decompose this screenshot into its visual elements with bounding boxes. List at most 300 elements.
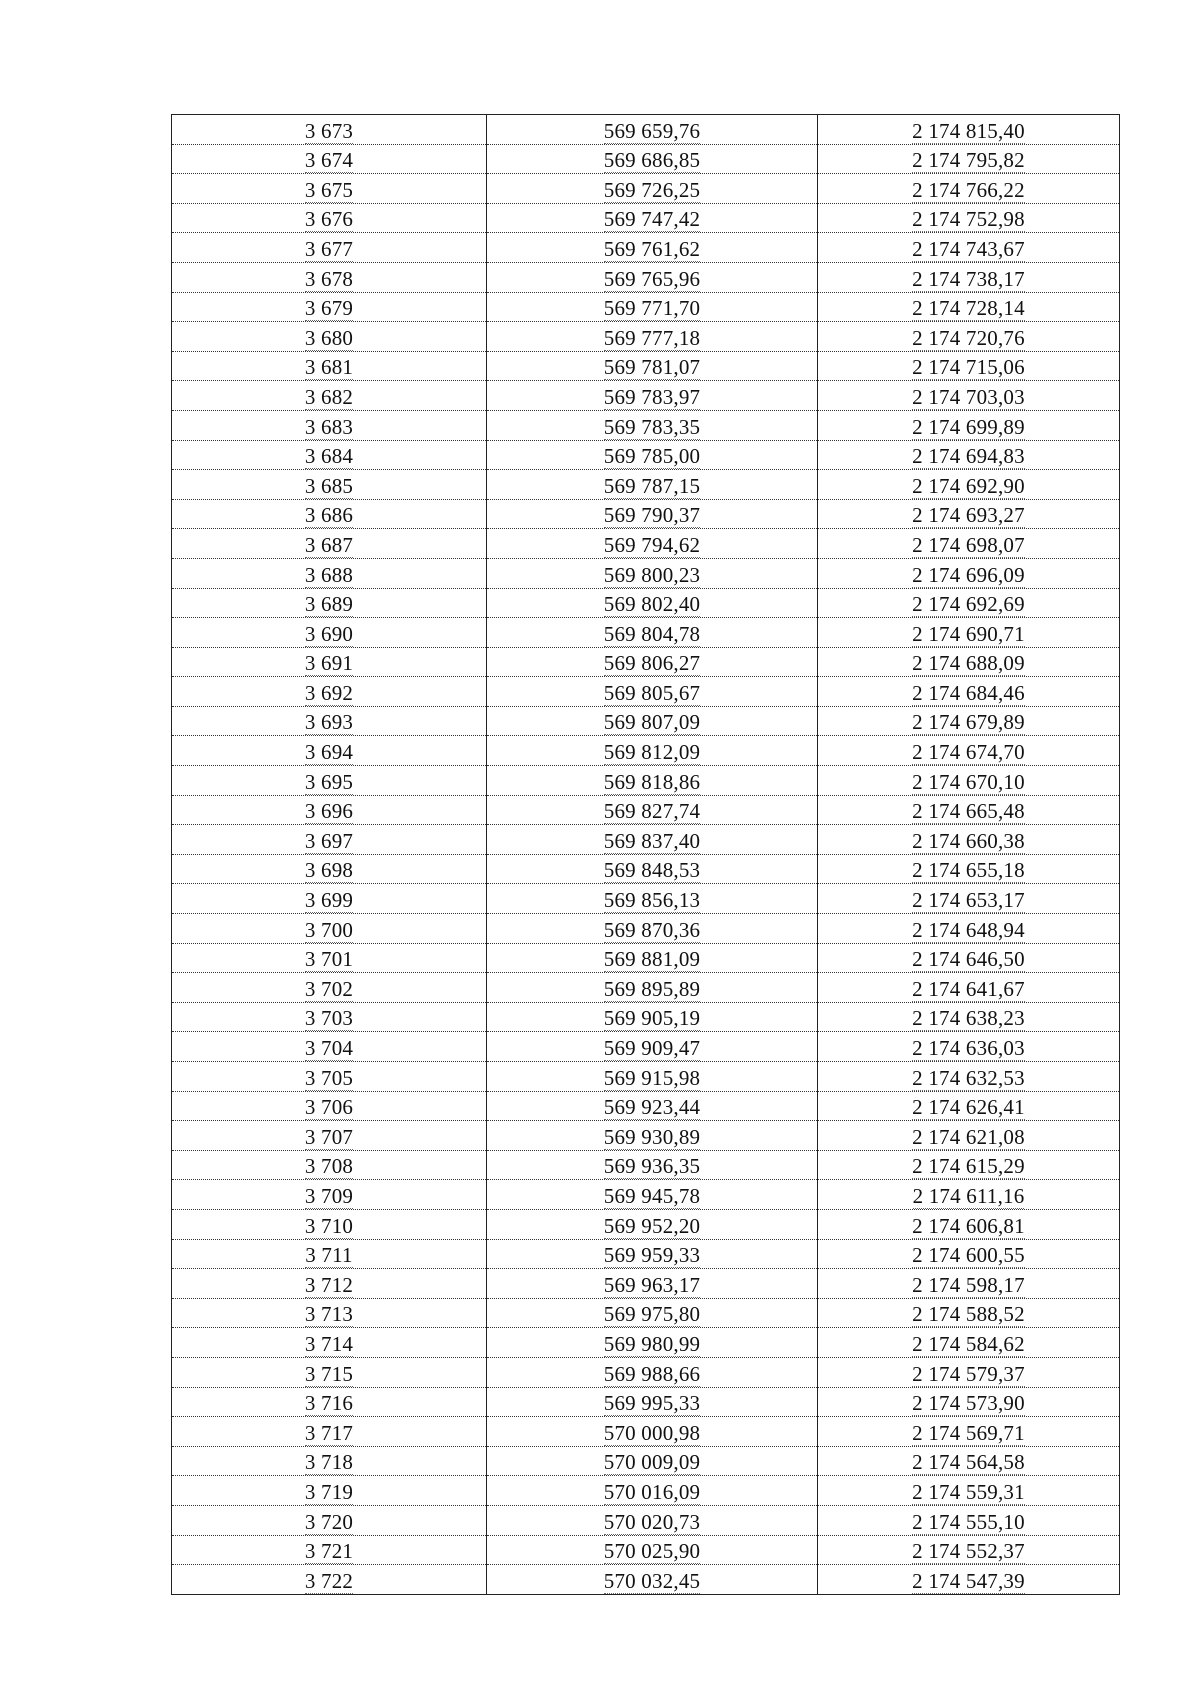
- cell-value: 569 881,09: [603, 947, 701, 972]
- y-coordinate-cell: [818, 203, 1120, 233]
- y-coordinate-cell: [818, 115, 1120, 145]
- y-coordinate-cell: [818, 1565, 1120, 1595]
- cell-value: 3 717: [304, 1420, 354, 1445]
- y-coordinate-cell: [818, 1476, 1120, 1506]
- point-number-cell: [172, 381, 487, 411]
- cell-value: 2 174 636,03: [912, 1036, 1025, 1060]
- y-coordinate-cell: [818, 499, 1120, 529]
- table-row: [172, 1150, 1120, 1180]
- cell-value: 569 765,96: [603, 266, 701, 291]
- table-row: [172, 203, 1120, 233]
- cell-value: 2 174 655,18: [912, 858, 1025, 883]
- table-row: [172, 1328, 1120, 1358]
- cell-value: 2 174 738,17: [912, 266, 1025, 291]
- cell-value: 569 771,70: [603, 296, 701, 321]
- y-coordinate-cell: [818, 854, 1120, 884]
- x-coordinate-cell: [487, 351, 818, 381]
- cell-value: 3 680: [304, 325, 354, 350]
- y-coordinate-cell: [818, 618, 1120, 648]
- x-coordinate-cell: [487, 1091, 818, 1121]
- cell-value: 2 174 715,06: [912, 355, 1025, 380]
- point-number-cell: [172, 1091, 487, 1121]
- cell-value: 569 895,89: [603, 976, 701, 1001]
- table-row: [172, 943, 1120, 973]
- cell-value: 2 174 547,39: [912, 1568, 1025, 1593]
- y-coordinate-cell: [818, 1239, 1120, 1269]
- point-number-cell: [172, 1150, 487, 1180]
- point-number-cell: [172, 1535, 487, 1565]
- cell-value: 569 686,85: [603, 148, 701, 173]
- cell-value: 3 692: [304, 680, 354, 705]
- point-number-cell: [172, 1417, 487, 1447]
- y-coordinate-cell: [818, 795, 1120, 825]
- cell-value: 569 905,19: [603, 1006, 701, 1031]
- point-number-cell: [172, 558, 487, 588]
- point-number-cell: [172, 795, 487, 825]
- cell-value: 2 174 703,03: [912, 384, 1025, 409]
- x-coordinate-cell: [487, 736, 818, 766]
- x-coordinate-cell: [487, 1298, 818, 1328]
- cell-value: 2 174 699,89: [912, 414, 1025, 439]
- x-coordinate-cell: [487, 706, 818, 736]
- cell-value: 2 174 698,07: [912, 532, 1025, 557]
- cell-value: 569 909,47: [603, 1036, 701, 1060]
- table-row: [172, 558, 1120, 588]
- x-coordinate-cell: [487, 1476, 818, 1506]
- table-row: [172, 825, 1120, 855]
- cell-value: 570 016,09: [603, 1479, 701, 1504]
- cell-value: 2 174 555,10: [912, 1509, 1025, 1534]
- y-coordinate-cell: [818, 1417, 1120, 1447]
- point-number-cell: [172, 736, 487, 766]
- cell-value: 2 174 674,70: [912, 740, 1025, 765]
- cell-value: 3 695: [304, 769, 354, 794]
- cell-value: 569 963,17: [603, 1272, 701, 1297]
- table-row: [172, 795, 1120, 825]
- table-row: [172, 1298, 1120, 1328]
- y-coordinate-cell: [818, 1505, 1120, 1535]
- cell-value: 570 020,73: [603, 1509, 701, 1534]
- x-coordinate-cell: [487, 766, 818, 796]
- y-coordinate-cell: [818, 914, 1120, 944]
- y-coordinate-cell: [818, 736, 1120, 766]
- cell-value: 2 174 564,58: [912, 1450, 1025, 1475]
- cell-value: 569 856,13: [603, 888, 701, 913]
- cell-value: 569 802,40: [603, 592, 701, 617]
- cell-value: 2 174 638,23: [912, 1006, 1025, 1031]
- x-coordinate-cell: [487, 529, 818, 559]
- point-number-cell: [172, 529, 487, 559]
- y-coordinate-cell: [818, 825, 1120, 855]
- cell-value: 3 676: [304, 207, 354, 232]
- cell-value: 2 174 743,67: [912, 236, 1025, 261]
- x-coordinate-cell: [487, 174, 818, 204]
- x-coordinate-cell: [487, 795, 818, 825]
- y-coordinate-cell: [818, 381, 1120, 411]
- point-number-cell: [172, 1032, 487, 1062]
- point-number-cell: [172, 1180, 487, 1210]
- cell-value: 569 806,27: [603, 651, 701, 676]
- table-row: [172, 1239, 1120, 1269]
- cell-value: 569 787,15: [603, 473, 701, 498]
- y-coordinate-cell: [818, 766, 1120, 796]
- point-number-cell: [172, 943, 487, 973]
- cell-value: 569 827,74: [603, 799, 701, 824]
- cell-value: 2 174 692,90: [912, 473, 1025, 498]
- x-coordinate-cell: [487, 943, 818, 973]
- cell-value: 569 818,86: [603, 769, 701, 794]
- x-coordinate-cell: [487, 1180, 818, 1210]
- table-row: [172, 322, 1120, 352]
- y-coordinate-cell: [818, 1150, 1120, 1180]
- cell-value: 3 714: [304, 1331, 354, 1356]
- cell-value: 3 698: [304, 858, 354, 883]
- x-coordinate-cell: [487, 1209, 818, 1239]
- cell-value: 2 174 670,10: [912, 769, 1025, 794]
- cell-value: 2 174 559,31: [912, 1479, 1025, 1504]
- cell-value: 3 701: [304, 947, 354, 972]
- cell-value: 3 706: [304, 1095, 354, 1120]
- y-coordinate-cell: [818, 529, 1120, 559]
- x-coordinate-cell: [487, 1357, 818, 1387]
- cell-value: 3 682: [304, 384, 354, 409]
- point-number-cell: [172, 470, 487, 500]
- x-coordinate-cell: [487, 1032, 818, 1062]
- x-coordinate-cell: [487, 1269, 818, 1299]
- y-coordinate-cell: [818, 647, 1120, 677]
- table-row: [172, 1535, 1120, 1565]
- cell-value: 3 673: [304, 118, 354, 143]
- cell-value: 3 721: [304, 1539, 354, 1564]
- point-number-cell: [172, 233, 487, 263]
- cell-value: 569 794,62: [603, 532, 701, 557]
- y-coordinate-cell: [818, 322, 1120, 352]
- cell-value: 3 678: [304, 266, 354, 291]
- x-coordinate-cell: [487, 973, 818, 1003]
- table-row: [172, 914, 1120, 944]
- cell-value: 3 674: [304, 148, 354, 173]
- table-row: [172, 144, 1120, 174]
- x-coordinate-cell: [487, 1328, 818, 1358]
- cell-value: 3 688: [304, 562, 354, 587]
- point-number-cell: [172, 1505, 487, 1535]
- x-coordinate-cell: [487, 1239, 818, 1269]
- table-row: [172, 854, 1120, 884]
- table-row: [172, 470, 1120, 500]
- point-number-cell: [172, 144, 487, 174]
- cell-value: 3 718: [304, 1450, 354, 1475]
- cell-value: 2 174 552,37: [912, 1539, 1025, 1564]
- cell-value: 569 781,07: [603, 355, 701, 380]
- y-coordinate-cell: [818, 706, 1120, 736]
- cell-value: 2 174 632,53: [912, 1065, 1025, 1090]
- cell-value: 2 174 728,14: [912, 296, 1025, 321]
- cell-value: 569 747,42: [603, 207, 701, 232]
- cell-value: 569 790,37: [603, 503, 701, 528]
- cell-value: 2 174 648,94: [912, 917, 1025, 942]
- point-number-cell: [172, 706, 487, 736]
- x-coordinate-cell: [487, 262, 818, 292]
- y-coordinate-cell: [818, 174, 1120, 204]
- x-coordinate-cell: [487, 588, 818, 618]
- point-number-cell: [172, 766, 487, 796]
- x-coordinate-cell: [487, 322, 818, 352]
- point-number-cell: [172, 322, 487, 352]
- cell-value: 3 675: [304, 177, 354, 202]
- x-coordinate-cell: [487, 647, 818, 677]
- cell-value: 3 704: [304, 1036, 354, 1060]
- x-coordinate-cell: [487, 203, 818, 233]
- cell-value: 570 032,45: [603, 1568, 701, 1593]
- cell-value: 3 711: [305, 1243, 353, 1268]
- y-coordinate-cell: [818, 440, 1120, 470]
- cell-value: 2 174 611,16: [912, 1183, 1025, 1208]
- y-coordinate-cell: [818, 1032, 1120, 1062]
- cell-value: 569 988,66: [603, 1361, 701, 1386]
- table-row: [172, 1387, 1120, 1417]
- cell-value: 2 174 693,27: [912, 503, 1025, 528]
- table-row: [172, 1209, 1120, 1239]
- y-coordinate-cell: [818, 1269, 1120, 1299]
- x-coordinate-cell: [487, 1535, 818, 1565]
- x-coordinate-cell: [487, 410, 818, 440]
- y-coordinate-cell: [818, 1387, 1120, 1417]
- x-coordinate-cell: [487, 677, 818, 707]
- table-row: [172, 588, 1120, 618]
- cell-value: 2 174 766,22: [912, 177, 1025, 202]
- table-row: [172, 973, 1120, 1003]
- cell-value: 569 837,40: [603, 828, 701, 853]
- cell-value: 3 697: [304, 828, 354, 853]
- table-row: [172, 766, 1120, 796]
- point-number-cell: [172, 1062, 487, 1092]
- cell-value: 3 716: [304, 1391, 354, 1416]
- table-row: [172, 736, 1120, 766]
- y-coordinate-cell: [818, 292, 1120, 322]
- cell-value: 3 685: [304, 473, 354, 498]
- cell-value: 569 959,33: [603, 1243, 701, 1268]
- cell-value: 3 720: [304, 1509, 354, 1534]
- cell-value: 2 174 569,71: [912, 1420, 1025, 1445]
- point-number-cell: [172, 677, 487, 707]
- cell-value: 3 712: [304, 1272, 354, 1297]
- table-row: [172, 677, 1120, 707]
- x-coordinate-cell: [487, 914, 818, 944]
- cell-value: 2 174 660,38: [912, 828, 1025, 853]
- cell-value: 569 783,35: [603, 414, 701, 439]
- y-coordinate-cell: [818, 1328, 1120, 1358]
- point-number-cell: [172, 1387, 487, 1417]
- point-number-cell: [172, 1357, 487, 1387]
- cell-value: 3 722: [304, 1568, 354, 1593]
- y-coordinate-cell: [818, 470, 1120, 500]
- y-coordinate-cell: [818, 677, 1120, 707]
- point-number-cell: [172, 854, 487, 884]
- cell-value: 2 174 815,40: [912, 118, 1025, 143]
- cell-value: 3 703: [304, 1006, 354, 1031]
- cell-value: 2 174 690,71: [912, 621, 1025, 646]
- cell-value: 2 174 684,46: [912, 680, 1025, 705]
- x-coordinate-cell: [487, 470, 818, 500]
- cell-value: 2 174 665,48: [912, 799, 1025, 824]
- x-coordinate-cell: [487, 115, 818, 145]
- cell-value: 2 174 615,29: [912, 1154, 1025, 1179]
- point-number-cell: [172, 292, 487, 322]
- table-row: [172, 115, 1120, 145]
- cell-value: 3 693: [304, 710, 354, 735]
- coordinates-table-body: [172, 115, 1120, 1595]
- cell-value: 3 686: [304, 503, 354, 528]
- table-row: [172, 1062, 1120, 1092]
- point-number-cell: [172, 1328, 487, 1358]
- point-number-cell: [172, 203, 487, 233]
- table-row: [172, 1417, 1120, 1447]
- cell-value: 569 945,78: [603, 1183, 701, 1208]
- cell-value: 570 000,98: [603, 1420, 701, 1445]
- cell-value: 569 761,62: [603, 236, 701, 261]
- table-row: [172, 1446, 1120, 1476]
- y-coordinate-cell: [818, 973, 1120, 1003]
- cell-value: 3 681: [304, 355, 354, 380]
- x-coordinate-cell: [487, 1150, 818, 1180]
- point-number-cell: [172, 440, 487, 470]
- y-coordinate-cell: [818, 1121, 1120, 1151]
- cell-value: 2 174 795,82: [912, 148, 1025, 173]
- point-number-cell: [172, 914, 487, 944]
- y-coordinate-cell: [818, 410, 1120, 440]
- y-coordinate-cell: [818, 1002, 1120, 1032]
- cell-value: 570 025,90: [603, 1539, 701, 1564]
- x-coordinate-cell: [487, 381, 818, 411]
- cell-value: 3 719: [304, 1479, 354, 1504]
- cell-value: 2 174 641,67: [912, 976, 1025, 1001]
- cell-value: 3 690: [304, 621, 354, 646]
- point-number-cell: [172, 1476, 487, 1506]
- cell-value: 569 995,33: [603, 1391, 701, 1416]
- cell-value: 3 694: [304, 740, 354, 765]
- y-coordinate-cell: [818, 1357, 1120, 1387]
- point-number-cell: [172, 1298, 487, 1328]
- cell-value: 3 710: [304, 1213, 354, 1238]
- x-coordinate-cell: [487, 884, 818, 914]
- cell-value: 569 804,78: [603, 621, 701, 646]
- cell-value: 3 707: [304, 1124, 354, 1149]
- point-number-cell: [172, 647, 487, 677]
- x-coordinate-cell: [487, 1387, 818, 1417]
- table-row: [172, 1180, 1120, 1210]
- point-number-cell: [172, 174, 487, 204]
- table-row: [172, 706, 1120, 736]
- table-row: [172, 1269, 1120, 1299]
- point-number-cell: [172, 1446, 487, 1476]
- cell-value: 2 174 679,89: [912, 710, 1025, 735]
- point-number-cell: [172, 410, 487, 440]
- cell-value: 570 009,09: [603, 1450, 701, 1475]
- table-row: [172, 1121, 1120, 1151]
- cell-value: 569 936,35: [603, 1154, 701, 1179]
- cell-value: 3 713: [304, 1302, 354, 1327]
- cell-value: 3 677: [304, 236, 354, 261]
- cell-value: 2 174 688,09: [912, 651, 1025, 676]
- point-number-cell: [172, 262, 487, 292]
- point-number-cell: [172, 351, 487, 381]
- table-row: [172, 1357, 1120, 1387]
- cell-value: 2 174 606,81: [912, 1213, 1025, 1238]
- cell-value: 2 174 584,62: [912, 1331, 1025, 1356]
- cell-value: 2 174 720,76: [912, 325, 1025, 350]
- y-coordinate-cell: [818, 558, 1120, 588]
- cell-value: 569 952,20: [603, 1213, 701, 1238]
- x-coordinate-cell: [487, 1002, 818, 1032]
- cell-value: 569 785,00: [603, 444, 701, 469]
- table-row: [172, 647, 1120, 677]
- cell-value: 569 812,09: [603, 740, 701, 765]
- table-row: [172, 1476, 1120, 1506]
- cell-value: 569 777,18: [603, 325, 701, 350]
- cell-value: 569 915,98: [603, 1065, 701, 1090]
- point-number-cell: [172, 1121, 487, 1151]
- cell-value: 2 174 573,90: [912, 1391, 1025, 1416]
- coordinates-table: [171, 114, 1120, 1595]
- x-coordinate-cell: [487, 1565, 818, 1595]
- cell-value: 569 800,23: [603, 562, 701, 587]
- cell-value: 3 691: [304, 651, 354, 676]
- cell-value: 2 174 621,08: [912, 1124, 1025, 1149]
- point-number-cell: [172, 1269, 487, 1299]
- table-row: [172, 410, 1120, 440]
- cell-value: 569 807,09: [603, 710, 701, 735]
- cell-value: 2 174 752,98: [912, 207, 1025, 232]
- cell-value: 3 708: [304, 1154, 354, 1179]
- cell-value: 2 174 598,17: [912, 1272, 1025, 1297]
- cell-value: 569 975,80: [603, 1302, 701, 1327]
- cell-value: 3 684: [304, 444, 354, 469]
- cell-value: 569 659,76: [603, 118, 701, 143]
- cell-value: 569 980,99: [603, 1331, 701, 1356]
- cell-value: 3 687: [304, 532, 354, 557]
- table-row: [172, 292, 1120, 322]
- cell-value: 2 174 588,52: [912, 1302, 1025, 1327]
- point-number-cell: [172, 1565, 487, 1595]
- y-coordinate-cell: [818, 351, 1120, 381]
- x-coordinate-cell: [487, 854, 818, 884]
- cell-value: 569 726,25: [603, 177, 701, 202]
- table-row: [172, 618, 1120, 648]
- y-coordinate-cell: [818, 262, 1120, 292]
- table-row: [172, 1091, 1120, 1121]
- cell-value: 3 679: [304, 296, 354, 321]
- y-coordinate-cell: [818, 1091, 1120, 1121]
- point-number-cell: [172, 973, 487, 1003]
- cell-value: 3 699: [304, 888, 354, 913]
- cell-value: 3 696: [304, 799, 354, 824]
- x-coordinate-cell: [487, 499, 818, 529]
- x-coordinate-cell: [487, 1417, 818, 1447]
- table-row: [172, 1002, 1120, 1032]
- table-row: [172, 233, 1120, 263]
- cell-value: 2 174 653,17: [912, 888, 1025, 913]
- y-coordinate-cell: [818, 233, 1120, 263]
- cell-value: 3 700: [304, 917, 354, 942]
- table-row: [172, 1032, 1120, 1062]
- table-row: [172, 440, 1120, 470]
- cell-value: 3 689: [304, 592, 354, 617]
- x-coordinate-cell: [487, 292, 818, 322]
- cell-value: 569 870,36: [603, 917, 701, 942]
- point-number-cell: [172, 618, 487, 648]
- cell-value: 569 923,44: [603, 1095, 701, 1120]
- x-coordinate-cell: [487, 233, 818, 263]
